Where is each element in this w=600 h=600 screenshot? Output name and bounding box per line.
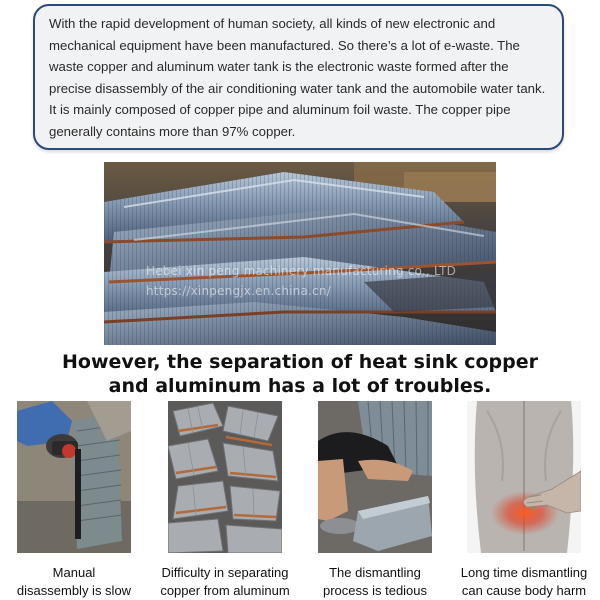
caption-separation-difficulty	[150, 564, 300, 600]
caption-line-1: The dismantling	[329, 565, 421, 580]
radiator-scrap-pile-photo	[104, 162, 496, 345]
caption-body-harm	[448, 564, 600, 600]
caption-line-1: Manual	[52, 565, 96, 580]
caption-line-2: copper from aluminum	[160, 583, 290, 598]
mixed-scrap-photo	[168, 401, 282, 553]
manual-disassembly-photo	[17, 401, 131, 553]
dismantling-process-photo	[318, 401, 432, 553]
caption-line-2: can cause body harm	[461, 583, 587, 598]
watermark-company: Hebei xin peng machinery manufacturing co., LTD	[146, 264, 457, 278]
caption-manual-disassembly	[2, 564, 146, 600]
headline-line-2: and aluminum has a lot of troubles.	[108, 375, 492, 397]
watermark-url: https://xinpengjx.en.china.cn/	[146, 284, 331, 298]
caption-line-2: disassembly is slow	[16, 583, 132, 598]
caption-tedious-process	[305, 564, 445, 600]
caption-line-1: Long time dismantling	[460, 565, 588, 580]
intro-paragraph: With the rapid development of human society, all kinds of new electronic and mechanical equipment have been manufactured. So there’s a lot of e-waste. The waste copper and aluminum water tank is the electronic waste formed after the precise disassembly of the air conditioning water tank and the automobile water tank. It is mainly composed of copper pipe and aluminum foil waste. The copper pipe generally contains more than 97% copper.	[49, 16, 546, 139]
caption-line-1: Difficulty in separating	[161, 565, 289, 580]
back-pain-photo	[467, 401, 581, 553]
intro-text-box	[33, 4, 564, 150]
headline-line-1: However, the separation of heat sink copper	[61, 351, 539, 373]
caption-line-2: process is tedious	[322, 583, 428, 598]
